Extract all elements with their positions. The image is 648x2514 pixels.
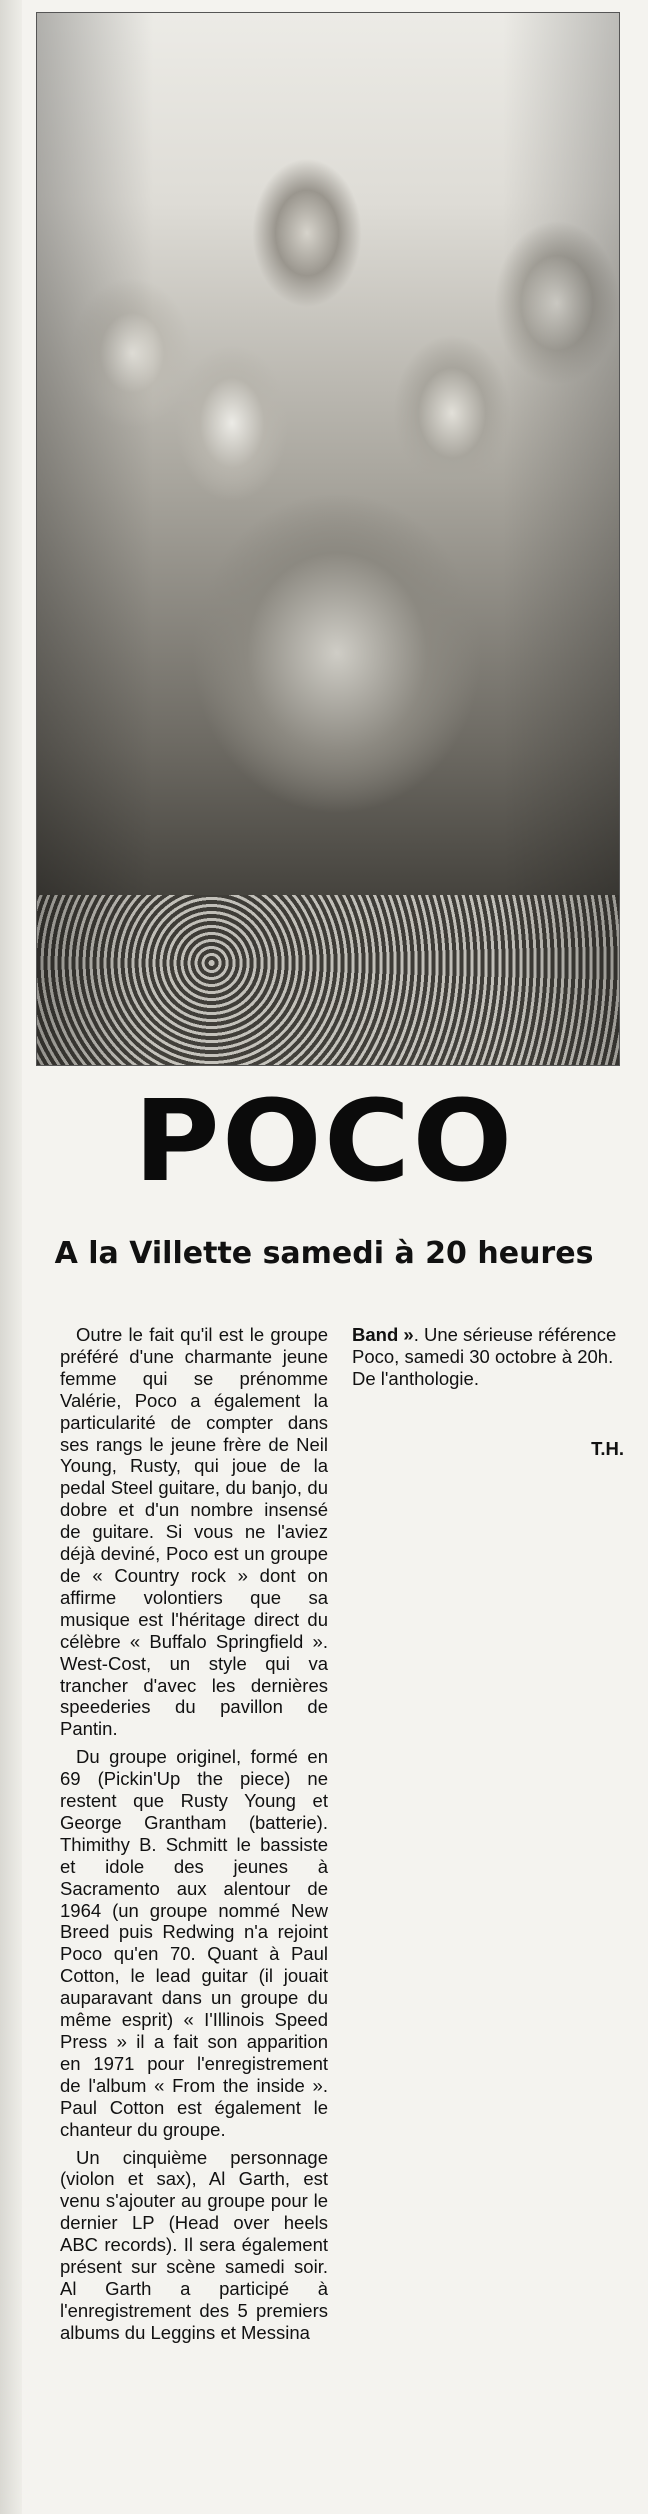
article-paragraph-3: Un cinquième personnage (violon et sax), Al Garth, est venu s'ajouter au groupe pour le dernier LP (Head over heels ABC records). Il sera également présent sur scène samedi soir. Al Garth a participé à l'enregistrement des 5 premiers albums du Leggins et Messina [60, 2146, 328, 2343]
band-photo [36, 12, 620, 1066]
band-word: Band » [352, 1324, 414, 1345]
headline: POCO [133, 1077, 515, 1207]
article-paragraph-2: Du groupe originel, formé en 69 (Pickin'Up the piece) ne restent que Rusty Young et George Grantham (batterie). Thimithy B. Schmitt le bassiste et idole des jeunes à Sacramento aux alentour de 1964 (un groupe nommé New Breed puis Redwing n'a rejoint Poco qu'en 70. Quant à Paul Cotton, le lead guitar (il jouait auparavant dans un groupe du même esprit) « I'Illinois Speed Press » il a fait son apparition en 1971 pour l'enregistrement de l'album « From the inside ». Paul Cotton est également le chanteur du groupe. [60, 1746, 328, 2140]
article-column-2 [352, 1324, 622, 1396]
article-column-1 [60, 1324, 328, 2350]
subheadline: A la Villette samedi à 20 heures [54, 1236, 594, 1271]
article-paragraph-1: Outre le fait qu'il est le groupe préféré d'une charmante jeune femme qui se prénomme Valérie, Poco a également la particularité de compter dans ses rangs le jeune frère de Neil Young, Rusty, qui joue de la pedal Steel guitare, du banjo, du dobre et d'un nombre insensé de guitare. Si vous ne l'aviez déjà deviné, Poco est un groupe de « Country rock » dont on affirme volontiers que sa musique est l'héritage direct du célèbre « Buffalo Springfield ». West-Cost, un style qui va trancher d'avec les dernières speederies du pavillon de Pantin. [60, 1324, 328, 1740]
paragraph-4-text: . Une sérieuse référence Poco, samedi 30 octobre à 20h. De l'anthologie. [352, 1324, 617, 1389]
photo-shade [37, 13, 619, 1065]
author-signature: T.H. [591, 1438, 624, 1459]
article-paragraph-4 [352, 1324, 622, 1390]
